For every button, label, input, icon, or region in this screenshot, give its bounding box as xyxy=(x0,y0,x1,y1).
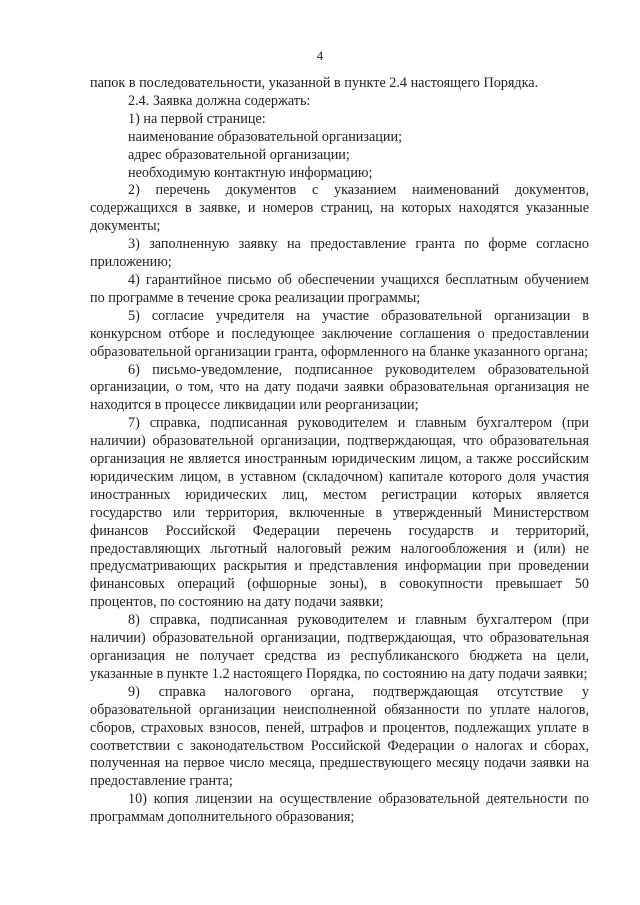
document-body xyxy=(90,75,589,827)
list-item-9: 9) справка налогового органа, подтверждающая отсутствие у образовательной организации неисполненной обязанности по уплате налогов, сборов, страховых взносов, пеней, штрафов и процентов, подлежащих уплате в соответствии с законодательством Российской Федерации о налогах и сборах, полученная на первое число месяца, предшествующего месяцу подачи заявки на предоставление гранта; xyxy=(90,683,589,790)
sub-item-contact: необходимую контактную информацию; xyxy=(128,164,373,181)
page-number: 4 xyxy=(316,48,324,63)
list-item-2: 2) перечень документов с указанием наименований документов, содержащихся в заявке, и номеров страниц, на которых находятся указанные документы; xyxy=(90,182,589,235)
list-item-4: 4) гарантийное письмо об обеспечении учащихся бесплатным обучением по программе в течение срока реализации программы; xyxy=(90,271,589,306)
sub-item-address: адрес образовательной организации; xyxy=(128,146,350,163)
list-item-7: 7) справка, подписанная руководителем и главным бухгалтером (при наличии) образовательной организации, подтверждающая, что образовательная организация не является иностранным юридическим лицом, а также российским юридическим лицом, в уставном (складочном) капитале которого доля участия иностранных юридических лиц, местом регистрации которых является государство или территория, включенные в утвержденный Министерством финансов Российской Федерации перечень государств и территорий, предоставляющих льготный налоговый режим налогообложения и (или) не предусматривающих раскрытия и представления информации при проведении финансовых операций (офшорные зоны), в совокупности превышает 50 процентов, по состоянию на дату подачи заявки; xyxy=(90,415,589,611)
sub-item-name: наименование образовательной организации; xyxy=(128,128,403,145)
list-item-3: 3) заполненную заявку на предоставление гранта по форме согласно приложению; xyxy=(90,236,589,271)
list-item-1: 1) на первой странице: xyxy=(128,110,266,127)
list-item-6: 6) письмо-уведомление, подписанное руководителем образовательной организации, о том, что на дату подачи заявки образовательная организация не находится в процессе ликвидации или реорганизации; xyxy=(90,361,589,414)
list-item-5: 5) согласие учредителя на участие образовательной организации в конкурсном отборе и последующее заключение соглашения о предоставлении образовательной организации гранта, оформленного на бланке указанного органа; xyxy=(90,307,589,360)
list-item-10: 10) копия лицензии на осуществление образовательной деятельности по программам дополнительного образования; xyxy=(90,791,589,826)
paragraph-section-heading: 2.4. Заявка должна содержать: xyxy=(128,92,311,109)
list-item-8: 8) справка, подписанная руководителем и главным бухгалтером (при наличии) образовательной организации, подтверждающая, что образовательная организация не получает средства из республиканского бюджета на цели, указанные в пункте 1.2 настоящего Порядка, по состоянию на дату подачи заявки; xyxy=(90,612,589,682)
paragraph-continuation: папок в последовательности, указанной в пункте 2.4 настоящего Порядка. xyxy=(90,75,539,91)
